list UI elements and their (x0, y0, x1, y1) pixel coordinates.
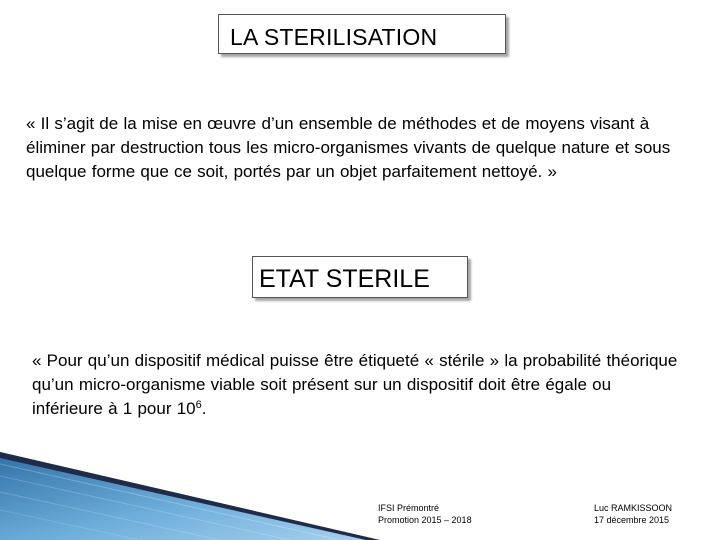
slide-title: LA STERILISATION (230, 24, 438, 50)
section-subtitle: ETAT STERILE (259, 265, 430, 293)
footer-institution: IFSI Prémontré (378, 503, 440, 513)
condition-exponent: 6 (195, 399, 202, 411)
definition-paragraph: « Il s’agit de la mise en œuvre d’un ensemble de méthodes et de moyens visant à éliminer par destruction tous les micro-organismes vivants de quelque nature et sous quelque forme que ce soit, portés par un objet parfaitement nettoyé. » (26, 114, 671, 181)
condition-text: « Pour qu’un dispositif médical puisse être étiqueté « stérile » la probabilité théorique qu’un micro-organisme viable soit présent sur un dispositif doit être égale ou inférieure à 1 pour 10 (32, 351, 678, 418)
title-box (218, 14, 506, 54)
subtitle-box (252, 256, 468, 298)
footer-author: Luc RAMKISSOON (594, 503, 673, 513)
corner-decoration (0, 452, 380, 540)
footer-date: 17 décembre 2015 (594, 515, 670, 525)
condition-paragraph (32, 349, 682, 421)
footer-promotion: Promotion 2015 – 2018 (378, 515, 472, 525)
footer-author-block (594, 502, 672, 526)
condition-end: . (201, 399, 207, 418)
footer-institution-block (378, 502, 472, 526)
